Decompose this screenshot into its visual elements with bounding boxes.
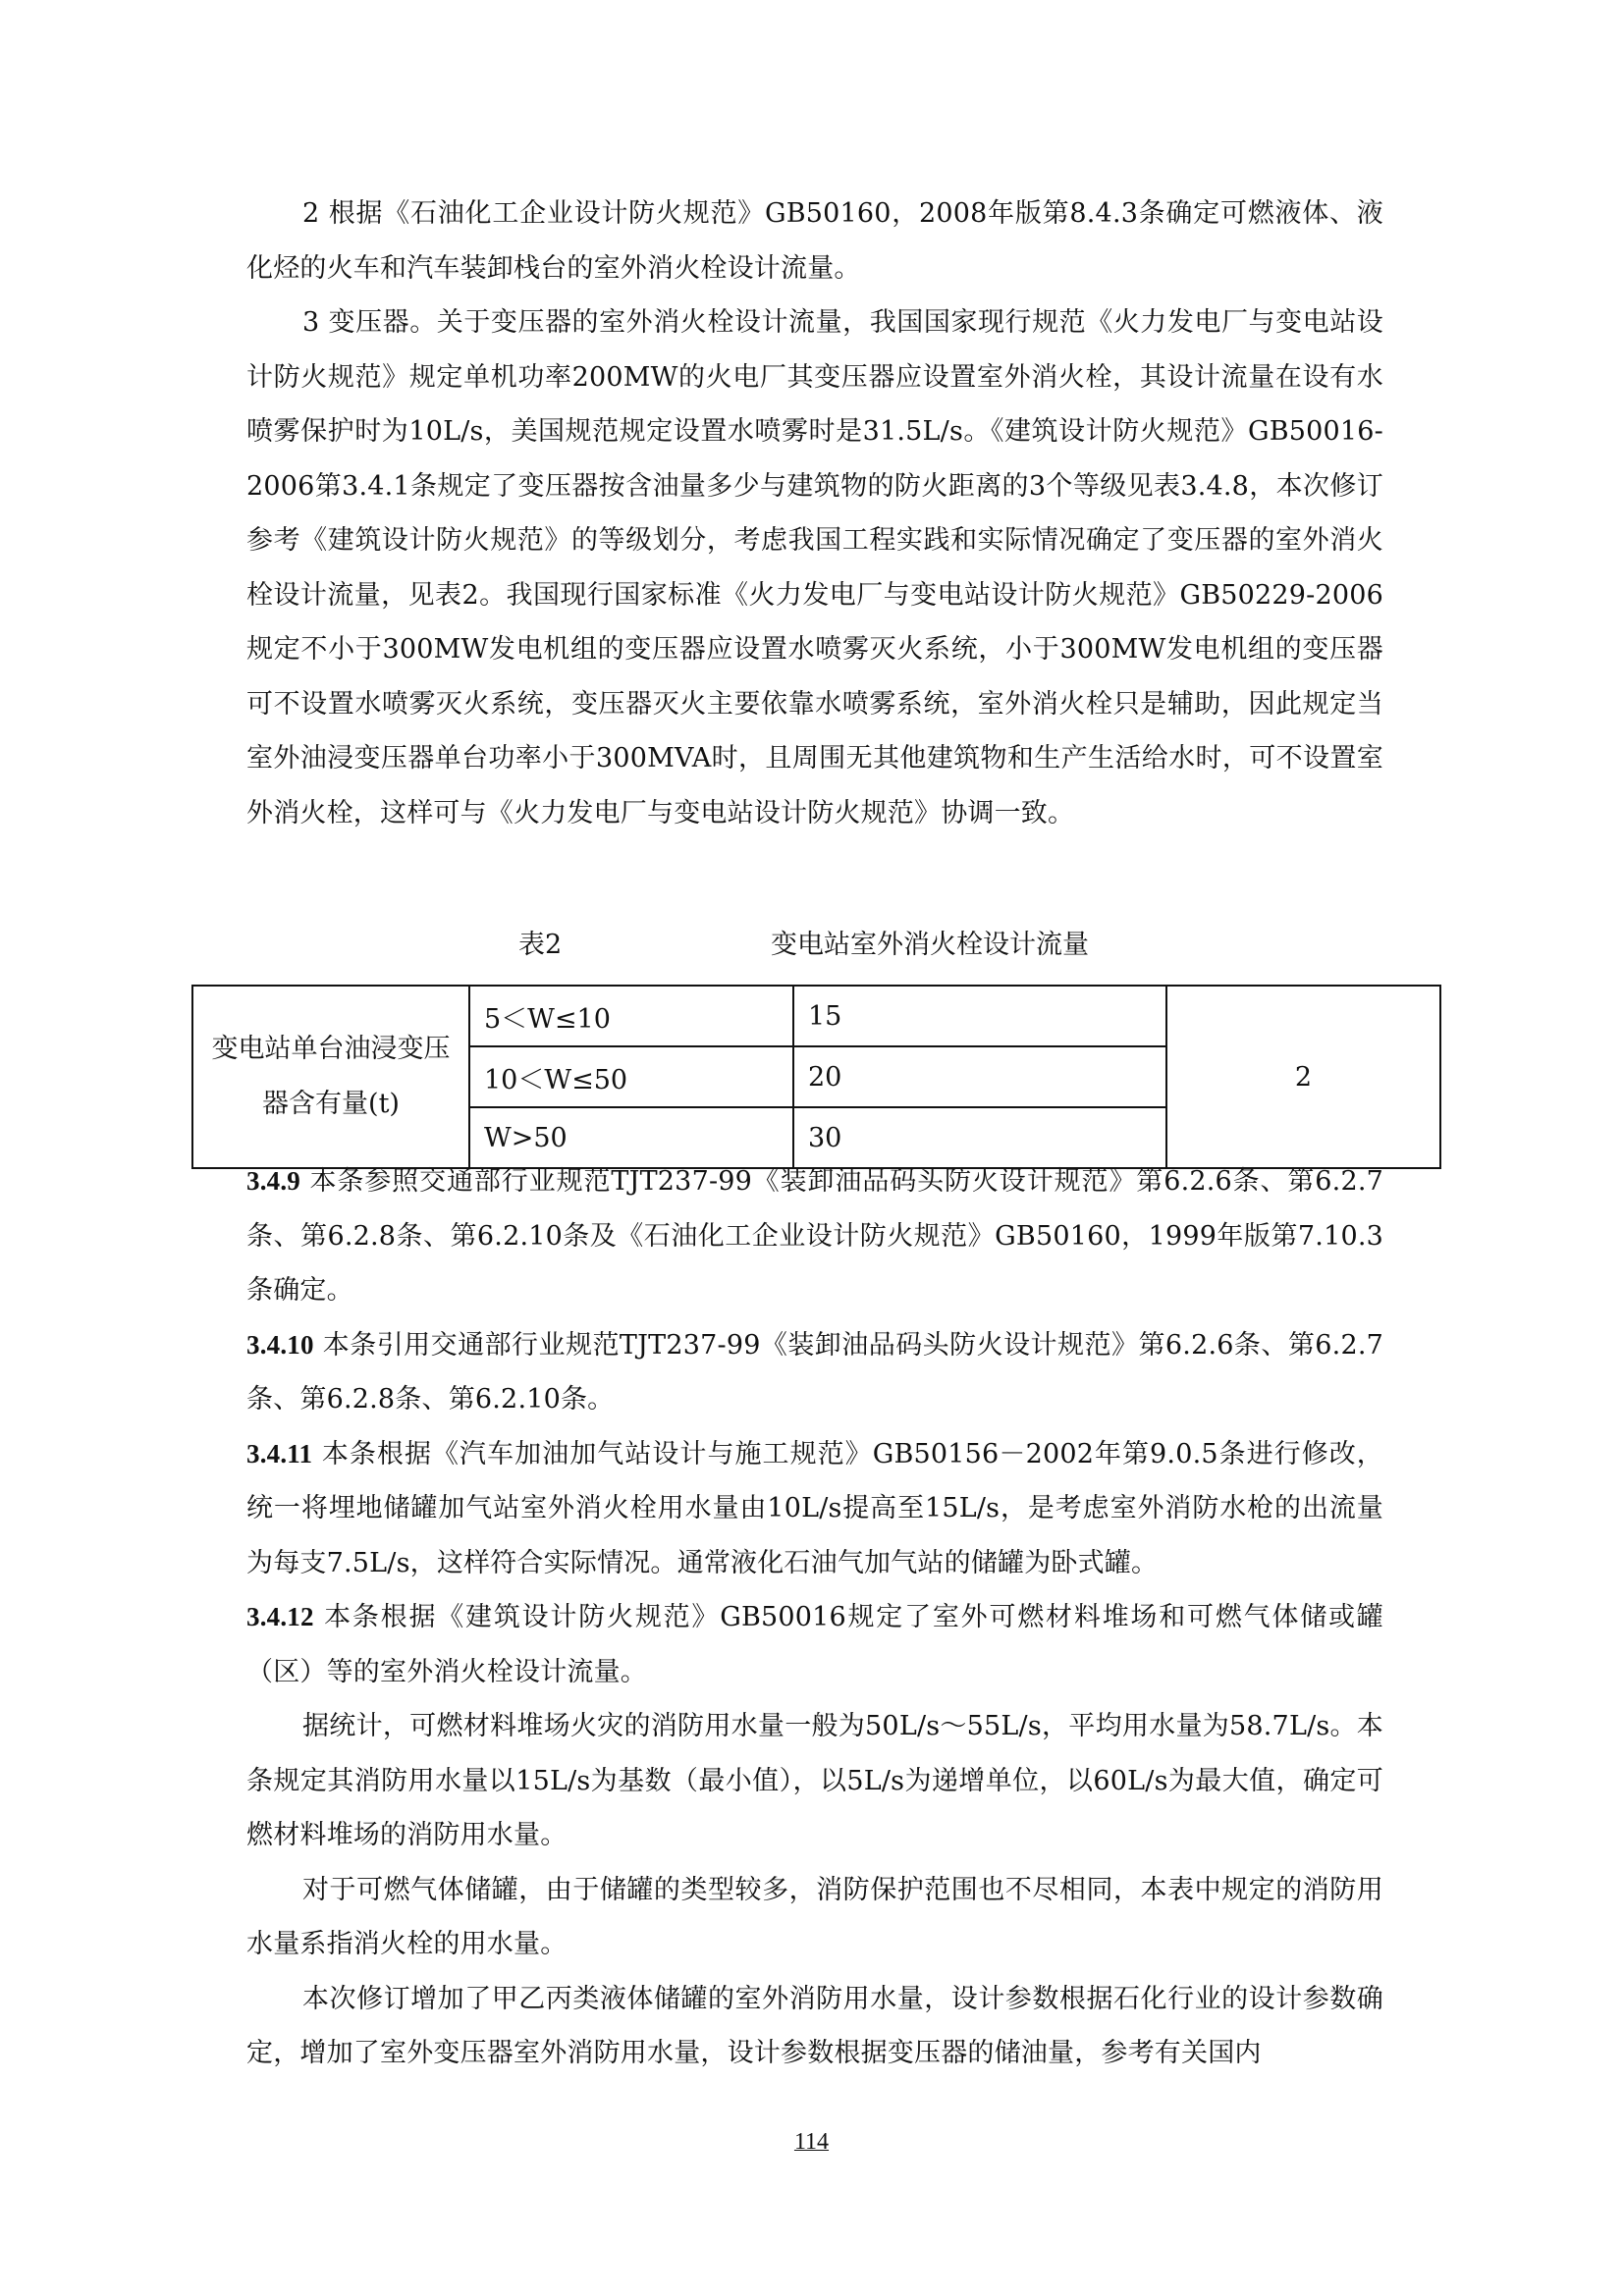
table-row (192, 986, 1440, 1046)
body-text-top (246, 187, 1383, 840)
body-text-bottom (246, 1154, 1383, 2081)
table-caption (0, 921, 1623, 970)
table-number: 表2 (518, 930, 563, 960)
page-number-text: 114 (793, 2129, 830, 2155)
clause-3-4-12 (246, 1590, 1383, 1699)
clause-text: 本条引用交通部行业规范TJT237-99《装卸油品码头防火设计规范》第6.2.6条、第6.2.7条、第6.2.8条、第6.2.10条。 (246, 1329, 1383, 1415)
clause-number: 3.4.11 (246, 1438, 313, 1468)
page-number (0, 2129, 1623, 2156)
paragraph-item-3-transformer: 3 变压器。关于变压器的室外消火栓设计流量，我国国家现行规范《火力发电厂与变电站设计防火规范》规定单机功率200MW的火电厂其变压器应设置室外消火栓，其设计流量在设有水喷雾保护时为10L/s，美国规范规定设置水喷雾时是31.5L/s。《建筑设计防火规范》GB50016-2006第3.4.1条规定了变压器按含油量多少与建筑物的防火距离的3个等级见表3.4.8，本次修订参考《建筑设计防火规范》的等级划分，考虑我国工程实践和实际情况确定了变压器的室外消火栓设计流量，见表2。我国现行国家标准《火力发电厂与变电站设计防火规范》GB50229-2006规定不小于300MW发电机组的变压器应设置水喷雾灭火系统，小于300MW发电机组的变压器可不设置水喷雾灭火系统，变压器灭火主要依靠水喷雾系统，室外消火栓只是辅助，因此规定当室外油浸变压器单台功率小于300MVA时，且周围无其他建筑物和生产生活给水时，可不设置室外消火栓，这样可与《火力发电厂与变电站设计防火规范》协调一致。 (246, 307, 1383, 828)
paragraph-revision: 本次修订增加了甲乙丙类液体储罐的室外消防用水量，设计参数根据石化行业的设计参数确定，增加了室外变压器室外消防用水量，设计参数根据变压器的储油量，参考有关国内 (246, 1983, 1383, 2068)
paragraph-item-2: 2 根据《石油化工企业设计防火规范》GB50160，2008年版第8.4.3条确定可燃液体、液化烃的火车和汽车装卸栈台的室外消火栓设计流量。 (246, 198, 1383, 284)
clause-number: 3.4.12 (246, 1602, 314, 1631)
clause-3-4-11 (246, 1427, 1383, 1591)
clause-number: 3.4.10 (246, 1329, 314, 1360)
clause-text: 本条根据《建筑设计防火规范》GB50016规定了室外可燃材料堆场和可燃气体储或罐（区）等的室外消火栓设计流量。 (246, 1602, 1383, 1687)
table-title: 变电站室外消火栓设计流量 (771, 930, 1089, 960)
table-value-cell: 30 (793, 1107, 1166, 1168)
paragraph-gas-tanks: 对于可燃气体储罐，由于储罐的类型较多，消防保护范围也不尽相同，本表中规定的消防用水量系指消火栓的用水量。 (246, 1874, 1383, 1959)
table-range-cell: W>50 (469, 1107, 793, 1168)
table-label-cell: 变电站单台油浸变压器含有量(t) (192, 986, 469, 1168)
table-extra-cell: 2 (1166, 986, 1440, 1168)
substation-flow-table (191, 985, 1441, 1169)
clause-text: 本条根据《汽车加油加气站设计与施工规范》GB50156－2002年第9.0.5条进行修改，统一将埋地储罐加气站室外消火栓用水量由10L/s提高至15L/s，是考虑室外消防水枪的出流量为每支7.5L/s，这样符合实际情况。通常液化石油气加气站的储罐为卧式罐。 (246, 1438, 1383, 1578)
clause-text: 本条参照交通部行业规范TJT237-99《装卸油品码头防火设计规范》第6.2.6条、第6.2.7条、第6.2.8条、第6.2.10条及《石油化工企业设计防火规范》GB50160，1999年版第7.10.3条确定。 (246, 1166, 1383, 1306)
table-range-cell: 5＜W≤10 (469, 986, 793, 1046)
table-value-cell: 20 (793, 1046, 1166, 1107)
clause-number: 3.4.9 (246, 1166, 300, 1196)
table-value-cell: 15 (793, 986, 1166, 1046)
table-range-cell: 10＜W≤50 (469, 1046, 793, 1107)
clause-3-4-9 (246, 1154, 1383, 1318)
clause-3-4-10 (246, 1318, 1383, 1427)
paragraph-statistics: 据统计，可燃材料堆场火灾的消防用水量一般为50L/s～55L/s，平均用水量为58.7L/s。本条规定其消防用水量以15L/s为基数（最小值），以5L/s为递增单位，以60L/s为最大值，确定可燃材料堆场的消防用水量。 (246, 1711, 1383, 1850)
